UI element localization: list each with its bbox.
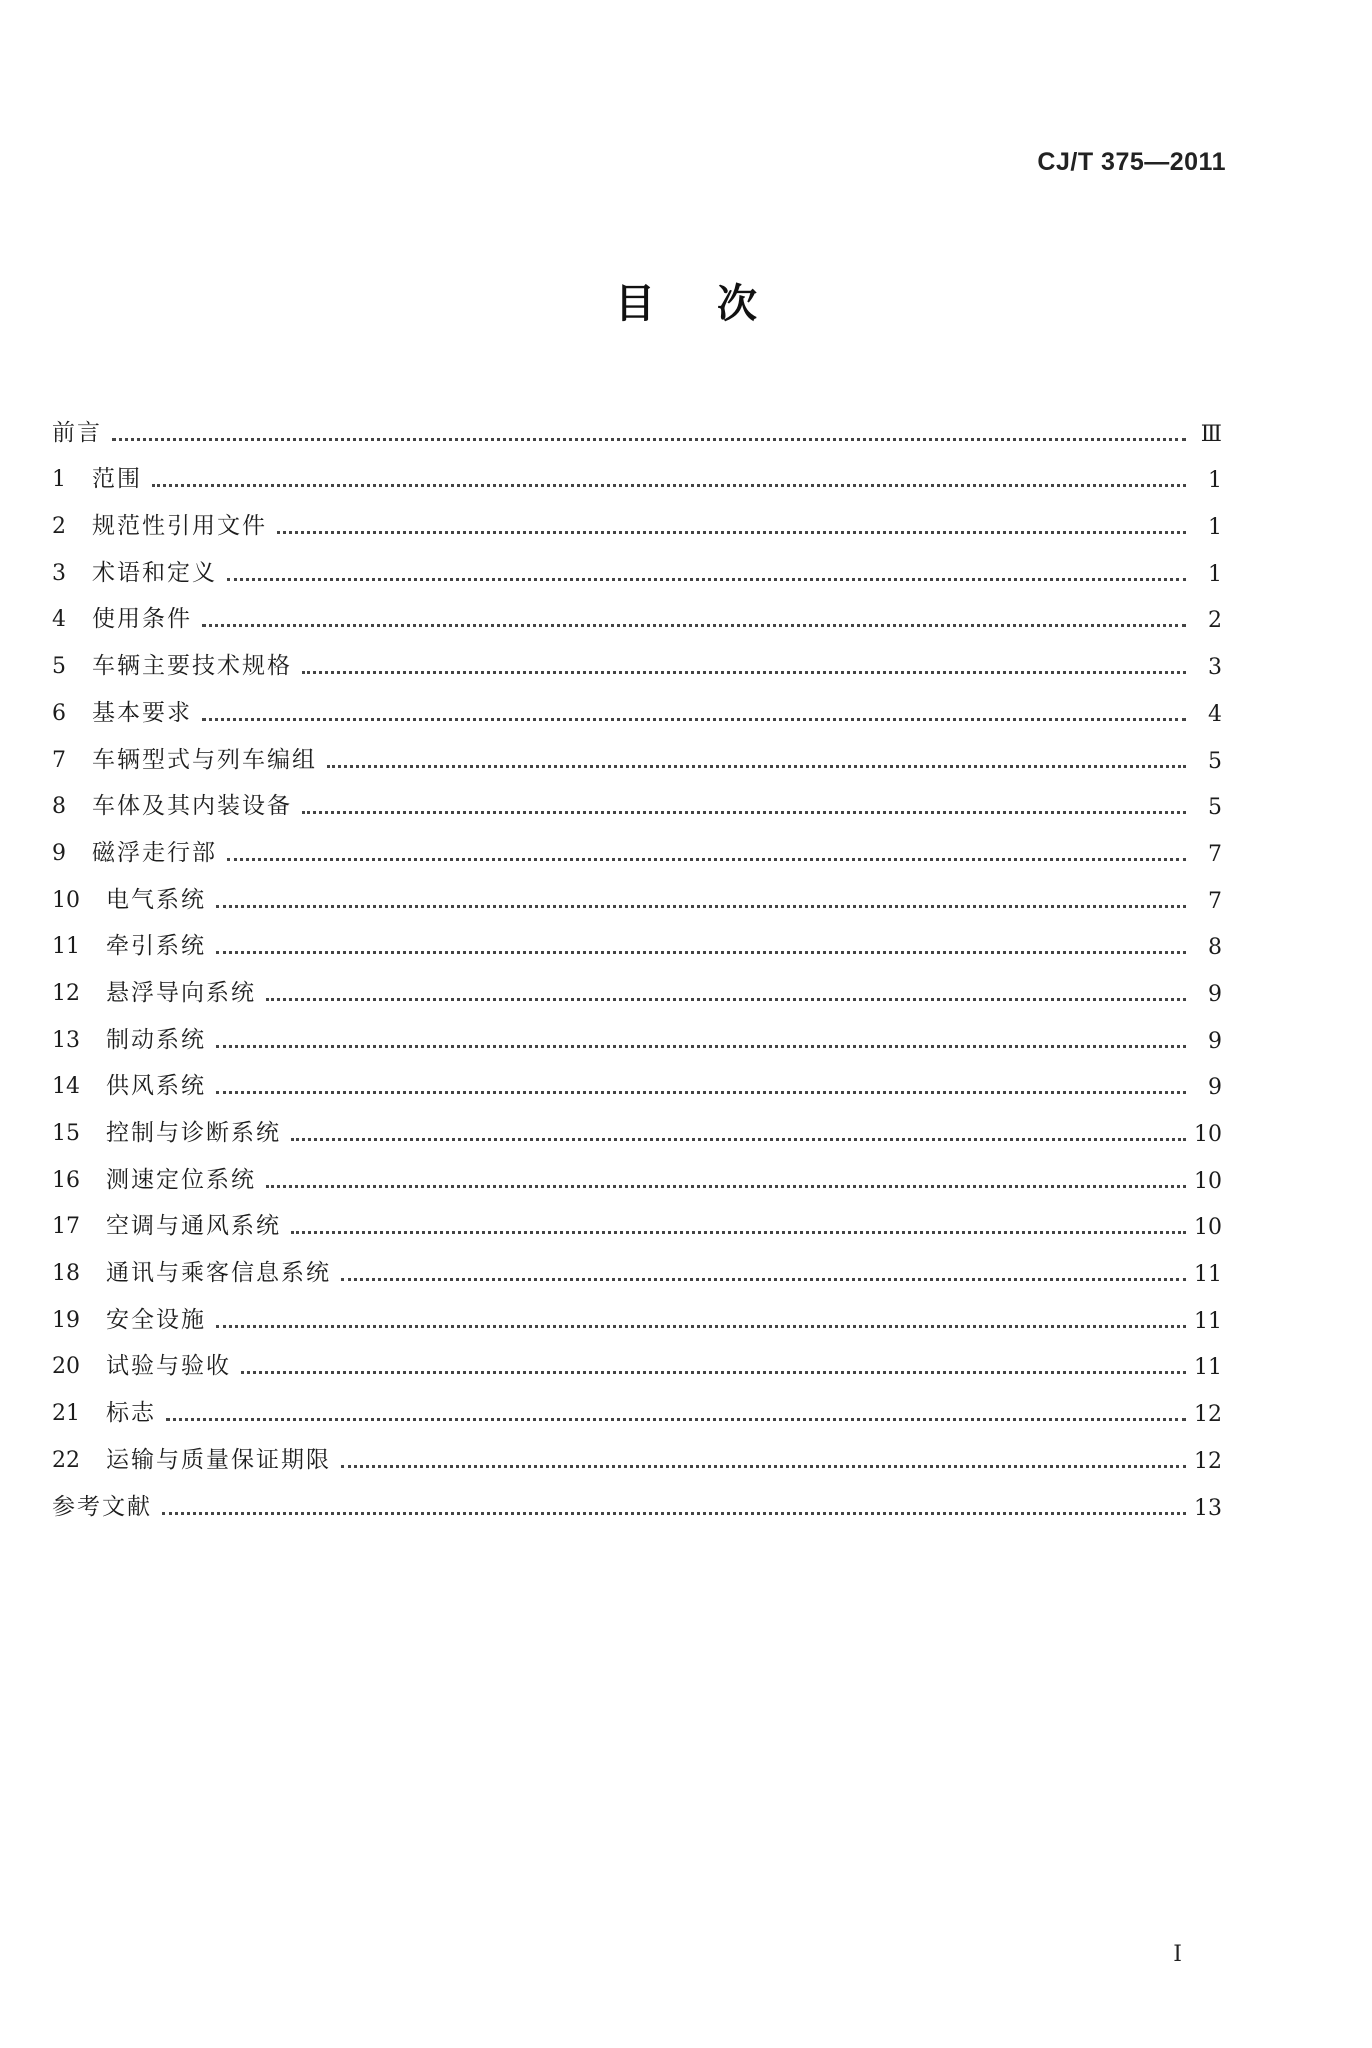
toc-entry-title: 基本要求	[92, 699, 192, 726]
toc-entry-label	[52, 1488, 152, 1521]
toc-entry-title: 车体及其内装设备	[92, 793, 292, 820]
toc-dot-leader	[241, 1370, 1186, 1374]
toc-entry-title: 使用条件	[92, 606, 192, 633]
toc-entry-label	[52, 927, 206, 960]
toc-entry[interactable]	[52, 960, 1222, 1007]
toc-entry-label	[52, 974, 256, 1007]
toc-entry-label	[52, 1394, 156, 1427]
toc-entry-label	[52, 554, 217, 587]
toc-entry-number: 3	[52, 560, 66, 586]
toc-dot-leader	[227, 577, 1186, 581]
toc-entry-label	[52, 741, 317, 774]
toc-entry[interactable]	[52, 400, 1222, 447]
toc-entry-title: 悬浮导向系统	[106, 979, 256, 1006]
toc-entry-label	[52, 834, 217, 867]
toc-entry-page: 9	[1208, 1075, 1222, 1101]
toc-entry-title: 前言	[52, 419, 102, 446]
toc-dot-leader	[202, 717, 1186, 721]
toc-dot-leader	[341, 1277, 1186, 1281]
toc-dot-leader	[291, 1230, 1186, 1234]
toc-entry[interactable]	[52, 680, 1222, 727]
toc-dot-leader	[112, 437, 1186, 441]
toc-entry-page: 5	[1208, 795, 1222, 821]
toc-entry-page: 13	[1194, 1495, 1222, 1521]
toc-entry-label	[52, 787, 292, 820]
toc-entry-number: 18	[52, 1261, 80, 1287]
toc-entry-page: 11	[1194, 1355, 1222, 1381]
toc-entry[interactable]	[52, 1054, 1222, 1101]
toc-entry-page: 8	[1208, 935, 1222, 961]
toc-entry-page: 3	[1208, 655, 1222, 681]
toc-entry-label	[52, 1114, 281, 1147]
toc-entry-title: 制动系统	[106, 1026, 206, 1053]
toc-dot-leader	[202, 623, 1186, 627]
toc-entry-title: 磁浮走行部	[92, 839, 217, 866]
toc-entry-number: 10	[52, 887, 80, 913]
table-of-contents	[52, 400, 1222, 1521]
toc-entry-title: 范围	[92, 466, 142, 493]
toc-entry-number: 1	[52, 467, 66, 493]
toc-entry[interactable]	[52, 447, 1222, 494]
toc-entry[interactable]	[52, 587, 1222, 634]
toc-entry-label	[52, 1254, 331, 1287]
toc-entry-page: 10	[1194, 1122, 1222, 1147]
toc-title: 目次	[615, 281, 819, 327]
toc-dot-leader	[162, 1511, 1186, 1515]
page-number: I	[1173, 1942, 1182, 1967]
toc-entry-title: 牵引系统	[106, 933, 206, 960]
toc-dot-leader	[291, 1137, 1186, 1141]
toc-dot-leader	[216, 950, 1186, 954]
toc-entry-number: 11	[52, 934, 80, 960]
toc-entry-label	[52, 694, 192, 727]
toc-entry-number: 8	[52, 794, 66, 820]
toc-entry-label	[52, 414, 102, 447]
toc-entry-page: 11	[1194, 1308, 1222, 1334]
toc-entry-page: 7	[1208, 888, 1222, 914]
toc-entry-title: 试验与验收	[106, 1353, 231, 1380]
toc-entry-title: 规范性引用文件	[92, 513, 267, 540]
toc-entry-label	[52, 1441, 331, 1474]
toc-entry-page: 10	[1194, 1215, 1222, 1241]
toc-entry[interactable]	[52, 1147, 1222, 1194]
toc-entry-number: 6	[52, 700, 66, 726]
toc-entry-title: 空调与通风系统	[106, 1213, 281, 1240]
toc-entry-number: 20	[52, 1354, 80, 1380]
toc-entry-number: 7	[52, 747, 66, 773]
toc-entry[interactable]	[52, 1474, 1222, 1521]
toc-entry-page: 5	[1208, 748, 1222, 774]
toc-dot-leader	[327, 764, 1186, 768]
toc-dot-leader	[302, 670, 1186, 674]
toc-entry-number: 13	[52, 1027, 80, 1053]
toc-entry[interactable]	[52, 774, 1222, 821]
toc-dot-leader	[166, 1417, 1186, 1421]
toc-entry-label	[52, 881, 206, 914]
toc-entry-number: 16	[52, 1167, 80, 1193]
toc-entry-number: 22	[52, 1447, 80, 1473]
toc-entry-label	[52, 1207, 281, 1240]
toc-entry-page: 1	[1208, 515, 1222, 541]
toc-entry-label	[52, 1161, 256, 1194]
toc-dot-leader	[227, 857, 1186, 861]
toc-entry-number: 17	[52, 1214, 80, 1240]
toc-entry-title: 电气系统	[106, 886, 206, 913]
toc-entry-number: 21	[52, 1401, 80, 1427]
toc-dot-leader	[216, 1324, 1186, 1328]
toc-entry-label	[52, 647, 292, 680]
toc-entry-label	[52, 1301, 206, 1334]
toc-entry-number: 12	[52, 980, 80, 1006]
toc-entry-label	[52, 460, 142, 493]
toc-entry-number: 4	[52, 607, 66, 633]
toc-entry-title: 车辆型式与列车编组	[92, 746, 317, 773]
toc-entry-page: 2	[1208, 608, 1222, 634]
toc-dot-leader	[216, 904, 1186, 908]
toc-entry[interactable]	[52, 1194, 1222, 1241]
toc-entry-page: 9	[1208, 1028, 1222, 1054]
toc-entry-page: 4	[1208, 701, 1222, 727]
toc-dot-leader	[152, 483, 1186, 487]
toc-entry-number: 5	[52, 654, 66, 680]
toc-entry[interactable]	[52, 820, 1222, 867]
toc-entry-title: 参考文献	[52, 1493, 152, 1520]
toc-entry-title: 术语和定义	[92, 559, 217, 586]
toc-entry-title: 控制与诊断系统	[106, 1120, 281, 1146]
toc-entry[interactable]	[52, 1334, 1222, 1381]
toc-entry-title: 安全设施	[106, 1306, 206, 1333]
standard-code: CJ/T 375—2011	[1037, 148, 1226, 176]
toc-entry[interactable]	[52, 867, 1222, 914]
toc-entry-page: 10	[1194, 1168, 1222, 1194]
toc-entry-title: 车辆主要技术规格	[92, 653, 292, 680]
toc-entry-page: 7	[1208, 841, 1222, 867]
toc-entry-label	[52, 1067, 206, 1100]
toc-entry[interactable]	[52, 1007, 1222, 1054]
toc-dot-leader	[216, 1090, 1186, 1094]
toc-dot-leader	[341, 1464, 1186, 1468]
toc-entry-page: 11	[1194, 1262, 1222, 1288]
toc-dot-leader	[266, 1184, 1186, 1188]
toc-entry-label	[52, 1021, 206, 1054]
toc-entry-number: 19	[52, 1307, 80, 1333]
toc-entry-title: 标志	[106, 1400, 156, 1427]
toc-entry-title: 运输与质量保证期限	[106, 1446, 331, 1473]
toc-entry-label	[52, 507, 267, 540]
toc-entry-label	[52, 1347, 231, 1380]
toc-entry-page: 12	[1194, 1448, 1222, 1474]
toc-entry-title: 通讯与乘客信息系统	[106, 1260, 331, 1287]
toc-dot-leader	[266, 997, 1186, 1001]
toc-dot-leader	[302, 810, 1186, 814]
toc-entry[interactable]	[52, 1100, 1222, 1147]
toc-entry-number: 14	[52, 1074, 80, 1100]
toc-entry-page: 9	[1208, 981, 1222, 1007]
toc-entry-number: 2	[52, 514, 66, 540]
toc-entry[interactable]	[52, 540, 1222, 587]
toc-entry-page: 1	[1208, 561, 1222, 587]
toc-entry-title: 测速定位系统	[106, 1166, 256, 1193]
toc-entry[interactable]	[52, 1287, 1222, 1334]
toc-entry-title: 供风系统	[106, 1073, 206, 1100]
toc-dot-leader	[277, 530, 1186, 534]
toc-entry-number: 15	[52, 1121, 80, 1146]
toc-entry-page: Ⅲ	[1200, 421, 1222, 447]
toc-entry[interactable]	[52, 914, 1222, 961]
toc-entry-page: 1	[1208, 468, 1222, 494]
toc-dot-leader	[216, 1044, 1186, 1048]
toc-entry[interactable]	[52, 633, 1222, 680]
toc-entry[interactable]	[52, 1380, 1222, 1427]
toc-entry[interactable]	[52, 1240, 1222, 1287]
toc-entry[interactable]	[52, 1427, 1222, 1474]
toc-entry[interactable]	[52, 727, 1222, 774]
toc-entry[interactable]	[52, 493, 1222, 540]
toc-entry-page: 12	[1194, 1402, 1222, 1428]
toc-entry-number: 9	[52, 840, 66, 866]
toc-entry-label	[52, 600, 192, 633]
